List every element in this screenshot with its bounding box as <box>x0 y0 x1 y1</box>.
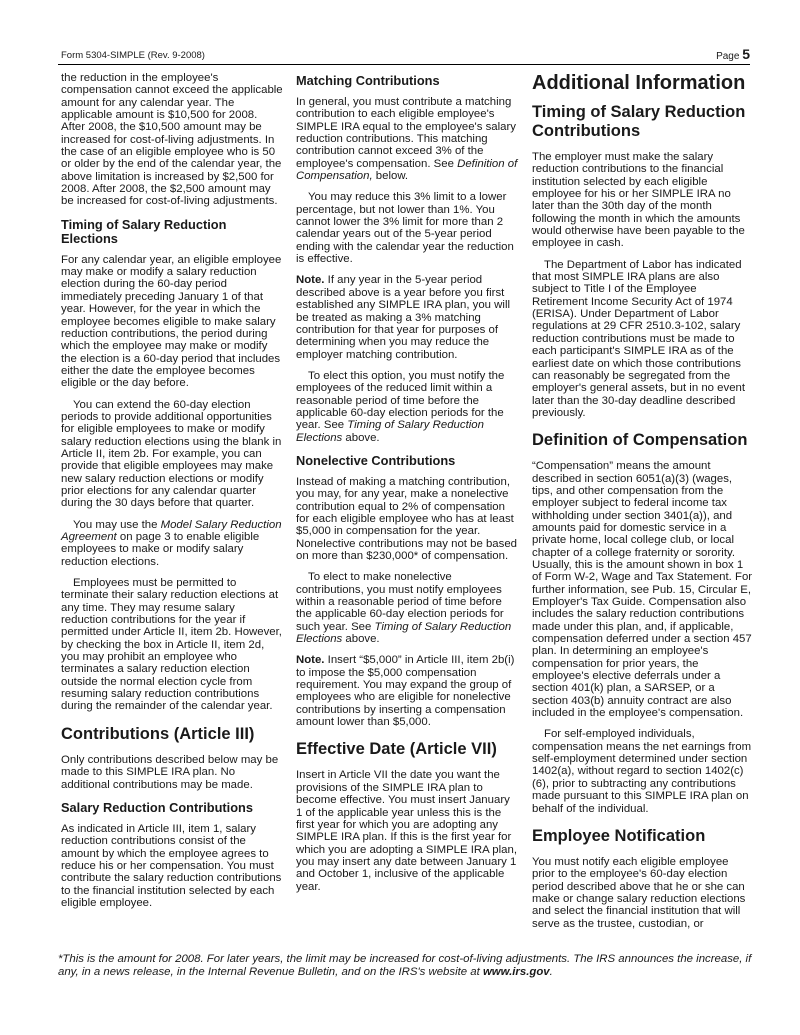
heading-salary-reduction: Salary Reduction Contributions <box>61 799 253 815</box>
paragraph: You may reduce this 3% limit to a lower percentage, but not lower than 1%. You cannot lower the 3% limit for more than 2 calendar years out of the 5-year period ending with the calendar year the reduction is effective. <box>296 191 514 266</box>
column-2 <box>296 72 518 902</box>
paragraph: Note. If any year in the 5-year period described above is a year before you first established any SIMPLE IRA plan, you will be treated as making a 3% matching contribution for that year for purposes of determining when you may reduce the employer matching contribution. <box>296 274 511 361</box>
page-prefix: Page <box>716 51 740 62</box>
model-agreement-ref: Model Salary Reduction Agreement <box>61 518 282 543</box>
paragraph: Insert in Article VII the date you want the provisions of the SIMPLE IRA plan to become effective. You must insert January 1 of the applicable year unless this is the first year for which you are adopting any SIMPLE IRA plan. If this is the first year for which you are adopting a SIMPLE IRA plan, you may insert any date between January 1 and October 1, inclusive of the applicable year. <box>296 769 517 893</box>
paragraph: Instead of making a matching contribution, you may, for any year, make a nonelective contribution equal to 2% of compensation for each eligible employee who has at least $5,000 in compensation for the year. Nonelective contributions may not be based on more than $230,000* of compensation. <box>296 475 517 562</box>
header-rule <box>58 64 750 65</box>
heading-definition-compensation: Definition of Compensation <box>532 431 748 450</box>
paragraph: Only contributions described below may be made to this SIMPLE IRA plan. No additional contributions may be made. <box>61 753 279 791</box>
form-label: Form 5304-SIMPLE (Rev. 9-2008) <box>61 50 205 61</box>
paragraph: “Compensation” means the amount described in section 6051(a)(3) (wages, tips, and other compensation from the employer subject to federal income tax withholding under section 3401(a)), and amounts paid for domestic service in a private home, local college club, or local chapter of a college fraternity or sorority. Usually, this is the amount shown in box 1 of Form W-2, Wage and Tax Statement. For further information, see Pub. 15, Circular E, Employer's Tax Guide. Compensation also includes the salary reduction contributions made under this plan, and, if applicable, compensation deferred under a section 457 plan. In determining an employee's compensation for prior years, the employee's elective deferrals under a section 401(k) plan, a SARSEP, or a section 403(b) annuity contract are also included in the employee's compensation. <box>532 460 753 720</box>
paragraph: The employer must make the salary reduction contributions to the financial institution selected by each eligible employee for his or her SIMPLE IRA no later than the 30th day of the month following the month in which the amounts would otherwise have been payable to the employee in cash. <box>532 151 745 250</box>
paragraph: You may use the Model Salary Reduction Agreement on page 3 to enable eligible employees to make or modify salary reduction elections. <box>61 518 282 568</box>
heading-timing-elections: Timing of Salary Reduction Elections <box>61 216 227 246</box>
heading-nonelective: Nonelective Contributions <box>296 452 456 468</box>
paragraph: In general, you must contribute a matching contribution to each eligible employee's SIMPLE IRA equal to the employee's salary reduction contributions. This matching contribution cannot exceed 3% of the employee's compensation. See Definition of Compensation, below. <box>296 96 518 183</box>
heading-matching: Matching Contributions <box>296 73 440 88</box>
heading-employee-notification: Employee Notification <box>532 826 706 845</box>
column-1 <box>61 72 283 918</box>
paragraph: For any calendar year, an eligible employee may make or modify a salary reduction election during the 60-day period immediately preceding January 1 of that year. However, for the year in which the employee becomes eligible to make salary reduction contributions, the period during which the employee may make or modify the election is a 60-day period that includes either the date the employee becomes eligible or the day before. <box>61 253 282 390</box>
heading-effective-date: Effective Date (Article VII) <box>296 740 497 759</box>
heading-timing-contributions: Timing of Salary Reduction Contributions <box>532 103 746 140</box>
paragraph: the reduction in the employee's compensation cannot exceed the applicable amount for any calendar year. The applicable amount is $10,500 for 2008. After 2008, the $10,500 amount may be increased for cost-of-living adjustments. In the case of an eligible employee who is 50 or older by the end of the calendar year, the above limitation is increased by $2,500 for 2008. After 2008, the $2,500 amount may be increased for cost-of-living adjustments. <box>61 72 283 208</box>
paragraph: Employees must be permitted to terminate their salary reduction elections at any time. They may resume salary reduction contributions for the year if permitted under Article II, item 2b. However, by checking the box in Article II, item 2d, you may prohibit an employee who terminates a salary reduction election outside the normal election cycle from resuming salary reduction contributions during the remainder of the calendar year. <box>61 577 282 713</box>
timing-ref: Timing of Salary Reduction Elections <box>296 620 512 646</box>
note-label: Note. <box>296 274 325 287</box>
note-label: Note. <box>296 654 325 667</box>
footnote: *This is the amount for 2008. For later years, the limit may be increased for cost-of-living adjustments. The IRS announces the increase, if any, in a news release, in the Internal Revenue Bulletin, and on the IRS's website at www.irs.gov. <box>58 953 752 978</box>
timing-ref: Timing of Salary Reduction Elections <box>296 419 484 444</box>
paragraph: As indicated in Article III, item 1, salary reduction contributions consist of the amount by which the employee agrees to reduce his or her compensation. You must contribute the salary reduction contributions to the financial institution selected by each eligible employee. <box>61 822 282 909</box>
heading-additional-information: Additional Information <box>532 72 746 94</box>
paragraph: Note. Insert “$5,000” in Article III, item 2b(i) to impose the $5,000 compensation requirement. You may expand the group of employees who are eligible for nonelective contributions by inserting a compensation amount lower than $5,000. <box>296 654 515 729</box>
irs-website-link[interactable]: www.irs.gov <box>482 966 550 978</box>
paragraph: The Department of Labor has indicated that most SIMPLE IRA plans are also subject to Title I of the Employee Retirement Income Security Act of 1974 (ERISA). Under Department of Labor regulations at 29 CFR 2510.3-102, salary reduction contributions must be made to each participant's SIMPLE IRA as of the earliest date on which those contributions can reasonably be segregated from the employer's general assets, but in no event later than the 30-day deadline described previously. <box>532 258 746 419</box>
column-3 <box>532 72 754 939</box>
paragraph: To elect this option, you must notify the employees of the reduced limit within a reasonable period of time before the applicable 60-day election periods for the year. See Timing of Salary Reduction Elections above. <box>296 369 505 444</box>
paragraph: To elect to make nonelective contributions, you must notify employees within a reasonable period of time before the applicable 60-day election periods for such year. See Timing of Salary Reduction Elections above. <box>296 571 512 646</box>
paragraph: For self-employed individuals, compensation means the net earnings from self-employment determined under section 1402(a), without regard to section 1402(c)(6), prior to subtracting any contributions made pursuant to this SIMPLE IRA plan on behalf of the individual. <box>532 728 752 815</box>
heading-contributions: Contributions (Article III) <box>61 724 255 743</box>
paragraph: You can extend the 60-day election periods to provide additional opportunities for eligible employees to make or modify salary reduction elections using the blank in Article II, item 2b. For example, you can provide that eligible employees may make new salary reduction elections or modify prior elections for any calendar quarter during the 30 days before that quarter. <box>61 398 282 510</box>
page-number-value: 5 <box>742 46 750 62</box>
page-number <box>716 46 750 62</box>
paragraph: You must notify each eligible employee prior to the employee's 60-day election period described above that he or she can make or change salary reduction elections and select the financial institution that will serve as the trustee, custodian, or <box>532 855 746 930</box>
definition-ref: Definition of Compensation, <box>296 157 518 183</box>
